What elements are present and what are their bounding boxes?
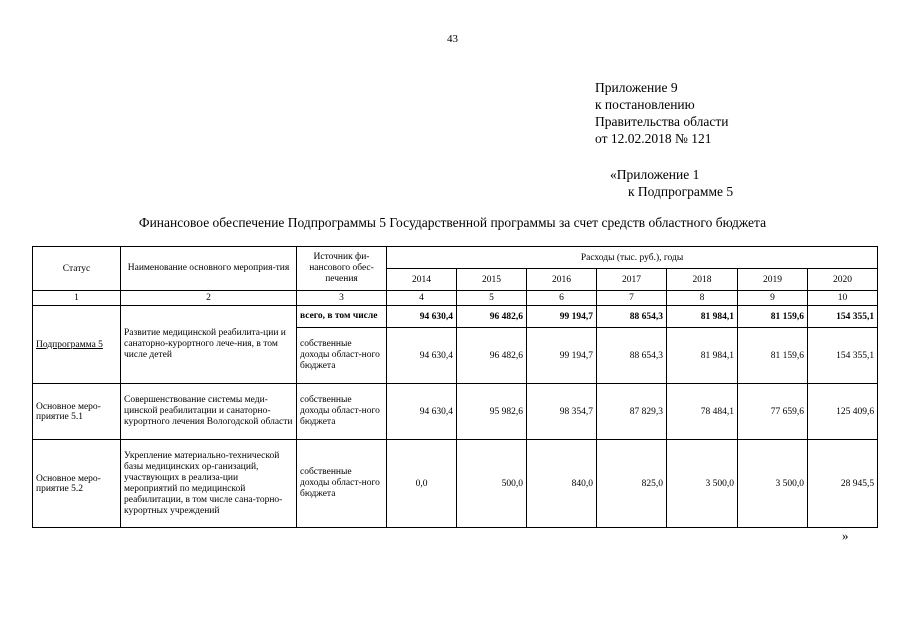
table-row-measure-5-1: [33, 384, 878, 440]
source-cell: собственные доходы област-ного бюджета: [297, 328, 387, 384]
col-number: 9: [738, 291, 808, 306]
col-number: 6: [527, 291, 597, 306]
appendix-line-1: Приложение 9: [595, 80, 678, 95]
value-cell: 154 355,1: [808, 328, 878, 384]
value-cell: 94 630,4: [387, 306, 457, 328]
table-row-measure-5-2: [33, 440, 878, 528]
table-row-subprogram-total: [33, 306, 878, 328]
value-cell: 87 829,3: [597, 384, 667, 440]
value-cell: 825,0: [597, 440, 667, 528]
appendix-line-2: к постановлению: [595, 97, 695, 112]
annex-line-2: к Подпрограмме 5: [628, 184, 734, 199]
year-cell: 2018: [667, 269, 738, 291]
status-cell: Основное меро-приятие 5.2: [33, 440, 121, 528]
value-cell: 88 654,3: [597, 328, 667, 384]
appendix-line-3: Правительства области: [595, 114, 729, 129]
name-cell: Укрепление материально-технической базы медицинских ор-ганизаций, участвующих в реализа-ции мероприятий по медицинской реабилитации, в том числе сана-торно-курортных учреждений: [121, 440, 297, 528]
col-number: 3: [297, 291, 387, 306]
status-cell: Подпрограмма 5: [33, 306, 121, 384]
year-cell: 2014: [387, 269, 457, 291]
col-number: 5: [457, 291, 527, 306]
header-row-1: [33, 247, 878, 269]
value-cell: 99 194,7: [527, 328, 597, 384]
value-cell: 81 159,6: [738, 328, 808, 384]
col-number: 4: [387, 291, 457, 306]
value-cell: 154 355,1: [808, 306, 878, 328]
value-cell: 500,0: [457, 440, 527, 528]
name-cell: Развитие медицинской реабилита-ции и санаторно-курортного лече-ния, в том числе детей: [121, 306, 297, 384]
year-cell: 2020: [808, 269, 878, 291]
col-number: 8: [667, 291, 738, 306]
col-number: 2: [121, 291, 297, 306]
closing-quote: »: [842, 528, 849, 543]
value-cell: 81 984,1: [667, 328, 738, 384]
value-cell: 3 500,0: [738, 440, 808, 528]
source-cell: собственные доходы област-ного бюджета: [297, 384, 387, 440]
value-cell: 78 484,1: [667, 384, 738, 440]
value-cell: 88 654,3: [597, 306, 667, 328]
name-cell: Совершенствование системы меди-цинской реабилитации и санаторно-курортного лечения Вологодской области: [121, 384, 297, 440]
value-cell: 95 982,6: [457, 384, 527, 440]
value-cell: 81 159,6: [738, 306, 808, 328]
value-cell: 3 500,0: [667, 440, 738, 528]
col-number: 1: [33, 291, 121, 306]
value-cell: 81 984,1: [667, 306, 738, 328]
funding-table: [32, 246, 878, 528]
value-cell: 77 659,6: [738, 384, 808, 440]
year-cell: 2015: [457, 269, 527, 291]
document-title: Финансовое обеспечение Подпрограммы 5 Государственной программы за счет средств областного бюджета: [138, 215, 767, 230]
value-cell: 840,0: [527, 440, 597, 528]
status-cell: Основное меро-приятие 5.1: [33, 384, 121, 440]
appendix-line-4: от 12.02.2018 № 121: [595, 131, 712, 146]
source-cell: собственные доходы област-ного бюджета: [297, 440, 387, 528]
value-cell: 94 630,4: [387, 328, 457, 384]
value-cell: 96 482,6: [457, 328, 527, 384]
year-cell: 2019: [738, 269, 808, 291]
value-cell: 125 409,6: [808, 384, 878, 440]
source-total-cell: всего, в том числе: [297, 306, 387, 328]
value-cell: 96 482,6: [457, 306, 527, 328]
column-number-row: [33, 291, 878, 306]
value-cell: 28 945,5: [808, 440, 878, 528]
year-cell: 2016: [527, 269, 597, 291]
header-expenses: Расходы (тыс. руб.), годы: [387, 247, 878, 269]
col-number: 7: [597, 291, 667, 306]
value-cell: 98 354,7: [527, 384, 597, 440]
page-number: 43: [447, 33, 458, 45]
value-cell: 94 630,4: [387, 384, 457, 440]
col-number: 10: [808, 291, 878, 306]
annex-line-1: «Приложение 1: [610, 167, 700, 182]
header-name: Наименование основного мероприя-тия: [121, 247, 297, 291]
header-source: Источник фи-нансового обес-печения: [297, 247, 387, 291]
header-status: Статус: [33, 247, 121, 291]
value-cell: 0,0: [387, 440, 457, 528]
year-cell: 2017: [597, 269, 667, 291]
value-cell: 99 194,7: [527, 306, 597, 328]
